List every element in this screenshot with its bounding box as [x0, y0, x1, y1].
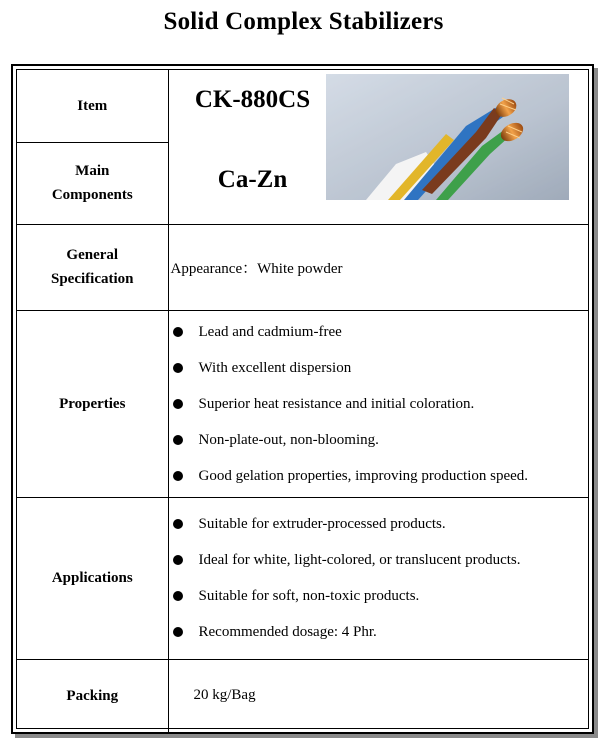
list-item: Good gelation properties, improving production speed. — [170, 458, 589, 494]
label-main-components: Main Components — [17, 142, 168, 224]
row-applications — [17, 497, 588, 659]
list-item: With excellent dispersion — [170, 350, 589, 386]
row-packing — [17, 659, 588, 732]
packing-value: 20 kg/Bag — [168, 659, 588, 732]
cable-photo — [326, 74, 569, 200]
label-applications: Applications — [17, 497, 168, 659]
bullet-icon — [173, 591, 183, 601]
bullet-icon — [173, 399, 183, 409]
list-item: Suitable for extruder-processed products. — [170, 506, 589, 542]
page-title: Solid Complex Stabilizers — [163, 8, 444, 35]
properties-list — [169, 314, 589, 494]
product-spec-sheet — [11, 64, 594, 734]
bullet-icon — [173, 471, 183, 481]
row-properties — [17, 310, 588, 497]
label-packing: Packing — [17, 659, 168, 732]
item-and-components-cell — [168, 70, 588, 224]
label-general-specification: General Specification — [17, 224, 168, 310]
bullet-icon — [173, 519, 183, 529]
list-item: Non-plate-out, non-blooming. — [170, 422, 589, 458]
spec-table — [17, 70, 588, 732]
bullet-icon — [173, 627, 183, 637]
properties-cell — [168, 310, 588, 497]
list-item: Suitable for soft, non-toxic products. — [170, 578, 589, 614]
bullet-icon — [173, 435, 183, 445]
list-item: Ideal for white, light-colored, or translucent products. — [170, 542, 589, 578]
bullet-icon — [173, 327, 183, 337]
row-general-specification — [17, 224, 588, 310]
bullet-icon — [173, 363, 183, 373]
cable-wires-icon — [326, 74, 569, 200]
row-item — [17, 70, 588, 142]
applications-list — [169, 506, 589, 650]
item-code: CK-880CS — [194, 86, 311, 113]
bullet-icon — [173, 555, 183, 565]
label-item: Item — [17, 70, 168, 142]
list-item: Recommended dosage: 4 Phr. — [170, 614, 589, 650]
main-components-value: Ca-Zn — [217, 166, 288, 193]
applications-cell — [168, 497, 588, 659]
label-properties: Properties — [17, 310, 168, 497]
list-item: Lead and cadmium-free — [170, 314, 589, 350]
general-specification-value: Appearance：White powder — [168, 224, 588, 310]
list-item: Superior heat resistance and initial coloration. — [170, 386, 589, 422]
